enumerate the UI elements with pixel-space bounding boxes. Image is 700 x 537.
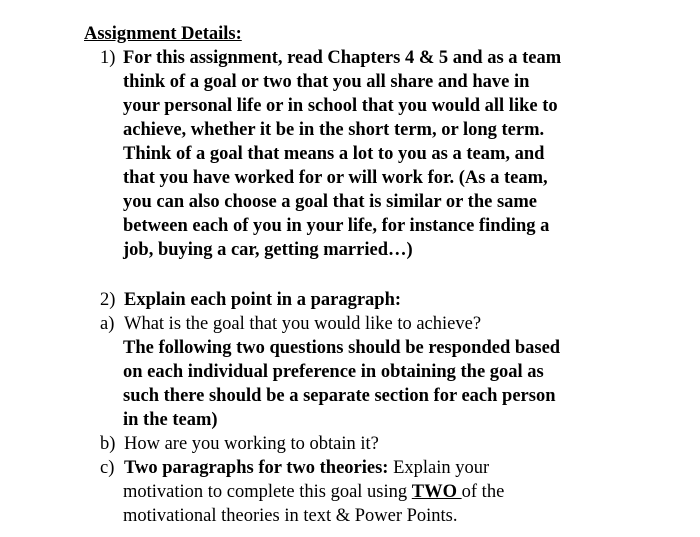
item-2-number: 2) (100, 290, 116, 310)
item-2c-line-1 (124, 457, 489, 480)
item-2c-line-2-post: of the (461, 482, 505, 502)
item-2b-letter: b) (100, 434, 116, 454)
item-2a-question: What is the goal that you would like to achieve? (124, 314, 482, 334)
item-2c-bold-lead: Two paragraphs for two theories: (124, 458, 389, 478)
item-2a-note-line: on each individual preference in obtaining the goal as (123, 362, 544, 382)
item-2c-letter: c) (100, 458, 115, 478)
item-1-line: think of a goal or two that you all share and have in (123, 72, 530, 92)
item-2a-note-line: in the team) (123, 410, 218, 430)
item-1-line: that you have worked for or will work for. (As a team, (123, 168, 548, 188)
item-2-text: Explain each point in a paragraph: (124, 290, 402, 310)
assignment-heading: Assignment Details: (84, 24, 242, 44)
item-1-line: between each of you in your life, for instance finding a (123, 216, 550, 236)
item-2c-line-3: motivational theories in text & Power Points. (123, 506, 458, 526)
item-1-line: For this assignment, read Chapters 4 & 5 and as a team (123, 48, 562, 68)
item-2c-line-2-pre: motivation to complete this goal using (123, 482, 412, 502)
item-2a-note-line: The following two questions should be responded based (123, 338, 561, 358)
item-1-line: your personal life or in school that you would all like to (123, 96, 558, 116)
item-1-line: achieve, whether it be in the short term, or long term. (123, 120, 545, 140)
item-2c-two-emphasis: TWO (411, 482, 462, 502)
item-2a-note-line: such there should be a separate section for each person (123, 386, 556, 406)
item-2c-line-2 (123, 481, 504, 504)
item-1-line: Think of a goal that means a lot to you as a team, and (123, 144, 545, 164)
item-1-number: 1) (100, 48, 116, 68)
item-1-line: you can also choose a goal that is similar or the same (123, 192, 538, 212)
item-1-line: job, buying a car, getting married…) (123, 240, 413, 260)
item-2b-question: How are you working to obtain it? (124, 434, 379, 454)
item-2c-rest: Explain your (388, 458, 490, 478)
item-2a-letter: a) (100, 314, 115, 334)
